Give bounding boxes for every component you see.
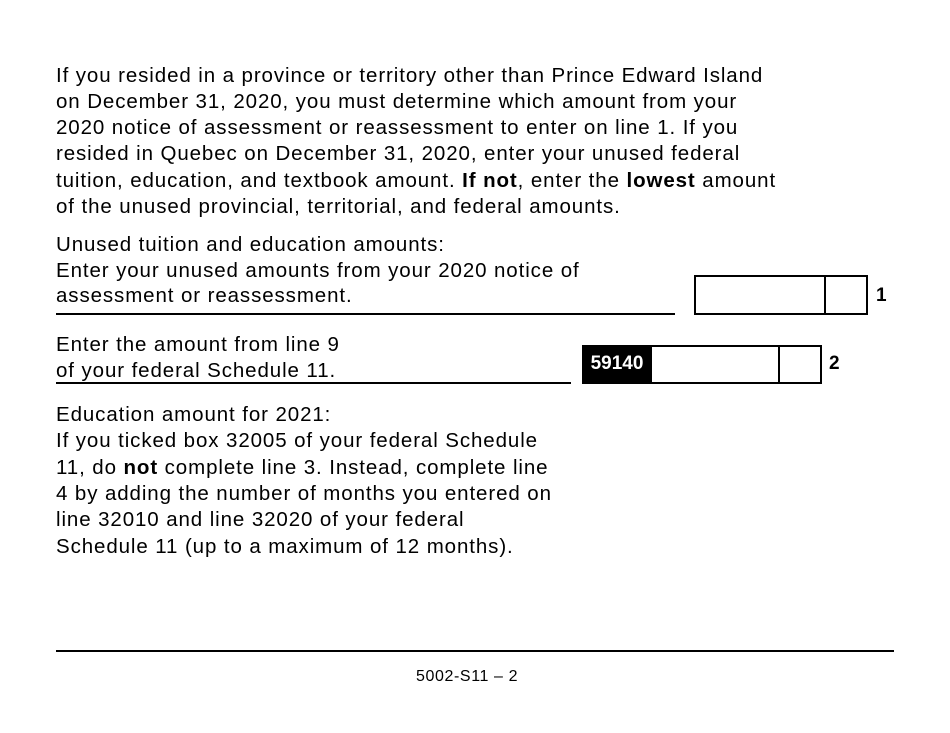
intro-line-5: [56, 168, 776, 195]
intro-line-6: of the unused provincial, territorial, and federal amounts.: [56, 195, 621, 218]
education-line-1: If you ticked box 32005 of your federal Schedule: [56, 429, 538, 452]
line-number-2: 2: [829, 353, 840, 374]
field-code-59140: 59140: [582, 345, 652, 384]
education-line-2-c: complete line 3. Instead, complete line: [158, 456, 549, 479]
education-line-2: [56, 455, 548, 482]
intro-line-2: on December 31, 2020, you must determine which amount from your: [56, 90, 738, 113]
line-2-text-2: of your federal Schedule 11.: [56, 359, 337, 382]
unused-line-2: assessment or reassessment.: [56, 284, 353, 307]
line-2-text-1: Enter the amount from line 9: [56, 333, 340, 356]
line-2-underline: [56, 382, 571, 384]
footer-rule: [56, 650, 894, 652]
form-id: 5002-S11 – 2: [416, 668, 519, 685]
intro-line-5-c: , enter the: [517, 169, 627, 192]
cents-divider: [824, 277, 826, 313]
line-number-1: 1: [876, 285, 887, 306]
education-line-4: line 32010 and line 32020 of your federal: [56, 508, 465, 531]
line-1-amount-field[interactable]: [694, 275, 868, 315]
education-heading: Education amount for 2021:: [56, 403, 332, 426]
unused-heading: Unused tuition and education amounts:: [56, 233, 445, 256]
unused-line-1: Enter your unused amounts from your 2020 notice of: [56, 259, 580, 282]
intro-line-5-a: tuition, education, and textbook amount.: [56, 169, 463, 192]
line-2-amount-field[interactable]: [650, 345, 822, 384]
intro-line-5-e: amount: [695, 169, 777, 192]
education-not: not: [123, 456, 159, 479]
intro-line-1: If you resided in a province or territory other than Prince Edward Island: [56, 64, 764, 87]
intro-if-not: If not: [462, 169, 518, 192]
intro-line-4: resided in Quebec on December 31, 2020, enter your unused federal: [56, 142, 741, 165]
intro-lowest: lowest: [626, 169, 696, 192]
education-line-3: 4 by adding the number of months you entered on: [56, 482, 552, 505]
cents-divider: [778, 347, 780, 382]
unused-underline: [56, 313, 675, 315]
education-line-5: Schedule 11 (up to a maximum of 12 months).: [56, 535, 514, 558]
intro-line-3: 2020 notice of assessment or reassessment to enter on line 1. If you: [56, 116, 739, 139]
education-line-2-a: 11, do: [56, 456, 124, 479]
